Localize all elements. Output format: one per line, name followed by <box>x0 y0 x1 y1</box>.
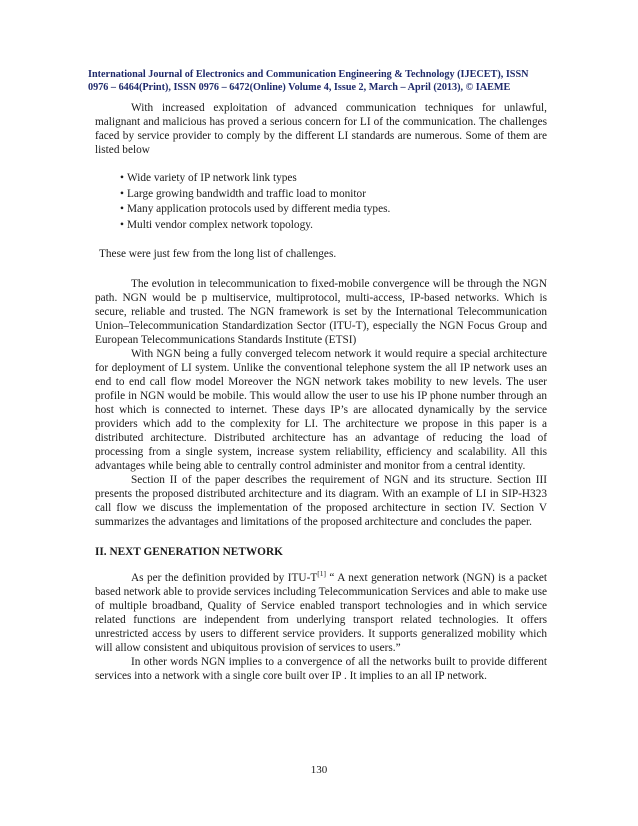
paragraph-paper-outline: Section II of the paper describes the requirement of NGN and its structure. Section III presents the proposed distributed architecture and its diagram. With an example of LI in SIP-H323 call flow we discuss the implementation of the proposed architecture in section IV. Section V summarizes the advantages and limitations of the proposed architecture and concludes the paper. <box>95 474 547 528</box>
definition-quote-text: “ A next generation network (NGN) is a packet based network able to provide services including Telecommunication Services and able to make use of multiple broadband, Quality of Service enabled transport technologies and in which service related functions are independent from underlying transport related technologies. It offers unrestricted access by users to different service providers. It supports generalized mobility which will allow consistent and ubiquitous provision of services to users.” <box>95 572 547 654</box>
journal-header-line-1: International Journal of Electronics and Communication Engineering & Technology (IJECET), ISSN <box>88 69 529 80</box>
paragraph-challenges-tail: These were just few from the long list of challenges. <box>99 248 337 260</box>
list-item-text: Many application protocols used by different media types. <box>127 203 391 215</box>
bullet-icon: • <box>120 218 124 231</box>
journal-header <box>88 68 558 94</box>
bullet-icon: • <box>120 203 124 215</box>
paragraph-ngn-evolution: The evolution in telecommunication to fixed-mobile convergence will be through the NGN path. NGN would be p multiservice, multiprotocol, multi-access, IP-based networks. Which is secure, reliable and trusted. The NGN framework is set by the International Telecommunication Union–Telecommunication Standardization Sector (ITU-T), especially the NGN Focus Group and European Telecommunications Standards Institute (ETSI) <box>95 278 547 346</box>
list-item-text: Large growing bandwidth and traffic load to monitor <box>127 187 366 200</box>
list-item <box>120 171 547 187</box>
page-number: 130 <box>310 764 328 776</box>
bullet-icon: • <box>120 187 124 200</box>
journal-header-line-2: 0976 – 6464(Print), ISSN 0976 – 6472(Online) Volume 4, Issue 2, March – April (2013), © IAEME <box>88 82 511 93</box>
paragraph-ngn-convergence: In other words NGN implies to a convergence of all the networks built to provide different services into a network with a single core built over IP . It implies to an all IP network. <box>95 656 547 682</box>
challenges-list <box>95 171 547 233</box>
section-heading: II. NEXT GENERATION NETWORK <box>95 546 283 558</box>
paragraph-ngn-architecture: With NGN being a fully converged telecom network it would require a special architecture for deployment of LI system. Unlike the conventional telephone system the all IP network uses an end to end call flow model Moreover the NGN network takes mobility to new levels. The user profile in NGN would be mobile. This would allow the user to use his IP phone number through an host which is connected to internet. These days IP’s are allocated dynamically by the service providers which add to the complexity for LI. The architecture we propose in this paper is a distributed architecture. Distributed architecture has an advantage of reducing the load of processing from a single system, increase system reliability, efficiency and scalability. All this advantages while being able to centrally control administer and monitor from a central identity. <box>95 348 547 472</box>
list-item-text: Wide variety of IP network link types <box>127 172 297 184</box>
list-item-text: Multi vendor complex network topology. <box>127 218 313 231</box>
citation-reference: [1] <box>317 569 326 579</box>
list-item <box>120 187 547 203</box>
paragraph-ngn-definition <box>95 571 547 655</box>
bullet-icon: • <box>120 172 124 184</box>
definition-lead-text: As per the definition provided by ITU-T <box>131 572 318 584</box>
paragraph-li-challenges-intro: With increased exploitation of advanced communication techniques for unlawful, malignant and malicious has proved a serious concern for LI of the communication. The challenges faced by service provider to comply by the different LI standards are numerous. Some of them are listed below <box>95 102 547 156</box>
list-item <box>120 202 547 218</box>
list-item <box>120 218 547 234</box>
page-body <box>95 101 547 683</box>
